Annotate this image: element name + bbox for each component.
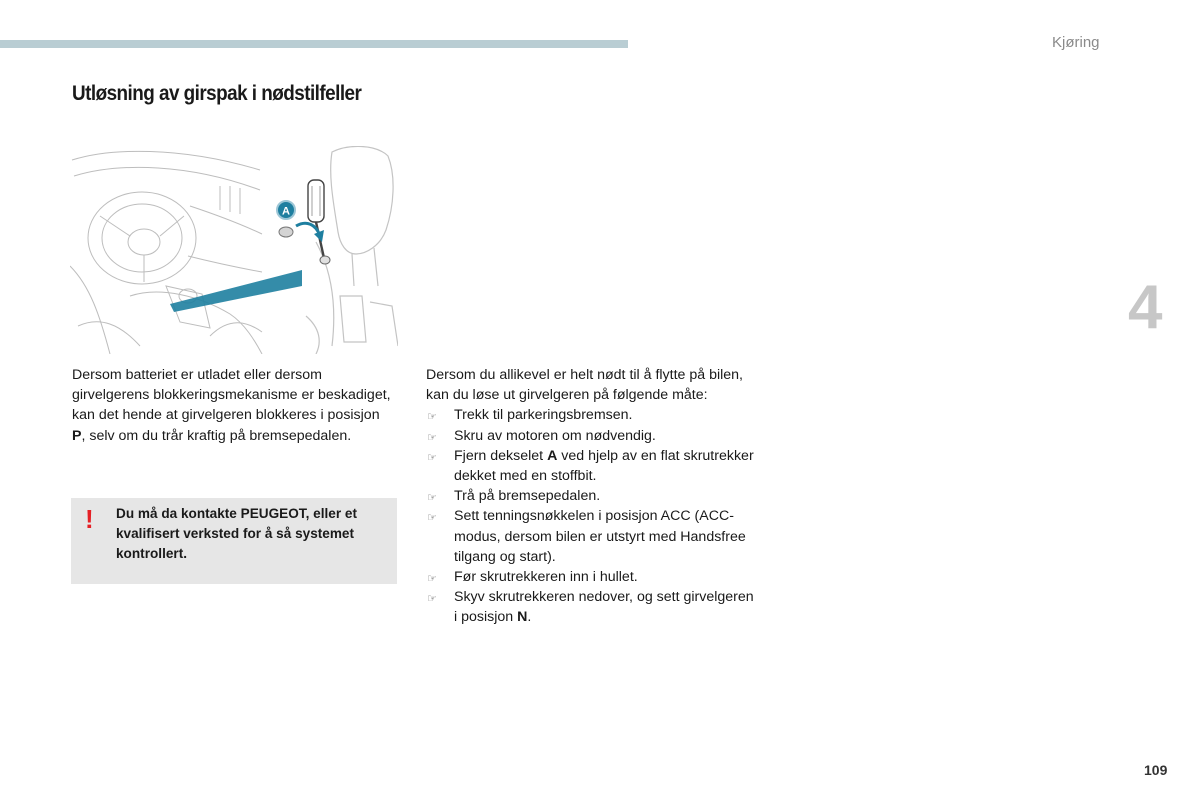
- car-interior-sketch: [70, 146, 262, 354]
- gear-lever-closeup: [302, 146, 398, 354]
- chapter-number: 4: [1128, 273, 1163, 342]
- procedure-intro: Dersom du allikevel er helt nødt til å flytte på bilen, kan du løse ut girvelgeren på følgende måte:: [426, 367, 744, 404]
- section-name: Kjøring: [1052, 34, 1100, 51]
- pointing-hand-icon: ☞: [427, 451, 437, 464]
- procedure: [426, 365, 756, 628]
- intro-paragraph: Dersom batteriet er utladet eller dersom girvelgerens blokkeringsmekanisme er beskadiget, kan det hende at girvelgeren blokkeres i posisjon P, selv om du trår kraftig på bremsepedalen.: [72, 367, 391, 444]
- pointing-hand-icon: ☞: [427, 411, 437, 424]
- cover-A-icon: [279, 227, 293, 237]
- pointing-hand-icon: ☞: [427, 492, 437, 505]
- procedure-step: ☞ Trå på bremsepedalen.: [426, 486, 756, 506]
- procedure-step: ☞ Før skrutrekkeren inn i hullet.: [426, 567, 756, 587]
- procedure-step: ☞ Trekk til parkeringsbremsen.: [426, 405, 756, 425]
- gear-lever-release-illustration: [70, 146, 398, 354]
- pointing-hand-icon: ☞: [427, 573, 437, 586]
- pointing-hand-icon: ☞: [427, 593, 437, 606]
- page-number: 109: [1144, 762, 1168, 778]
- procedure-steps: [426, 405, 756, 627]
- warning-box: [71, 498, 397, 584]
- procedure-step: ☞ Fjern dekselet A ved hjelp av en flat skrutrekker dekket med en stoffbit.: [427, 447, 754, 485]
- callout-badge-A: [277, 201, 295, 219]
- header-accent-bar: [0, 40, 628, 48]
- warning-text: Du må da kontakte PEUGEOT, eller et kvalifisert verksted for å så systemet kontrollert.: [116, 506, 357, 562]
- svg-text:A: A: [282, 205, 290, 218]
- exclamation-icon: !: [85, 504, 94, 534]
- pointing-hand-icon: ☞: [427, 431, 437, 444]
- pointing-hand-icon: ☞: [427, 512, 437, 525]
- page-title: Utløsning av girspak i nødstilfeller: [72, 82, 362, 105]
- procedure-step: ☞ Skru av motoren om nødvendig.: [426, 426, 756, 446]
- procedure-step: ☞ Skyv skrutrekkeren nedover, og sett girvelgeren i posisjon N.: [427, 589, 754, 626]
- procedure-step: ☞ Sett tenningsnøkkelen i posisjon ACC (ACC-modus, dersom bilen er utstyrt med Handsfree tilgang og start).: [427, 508, 746, 565]
